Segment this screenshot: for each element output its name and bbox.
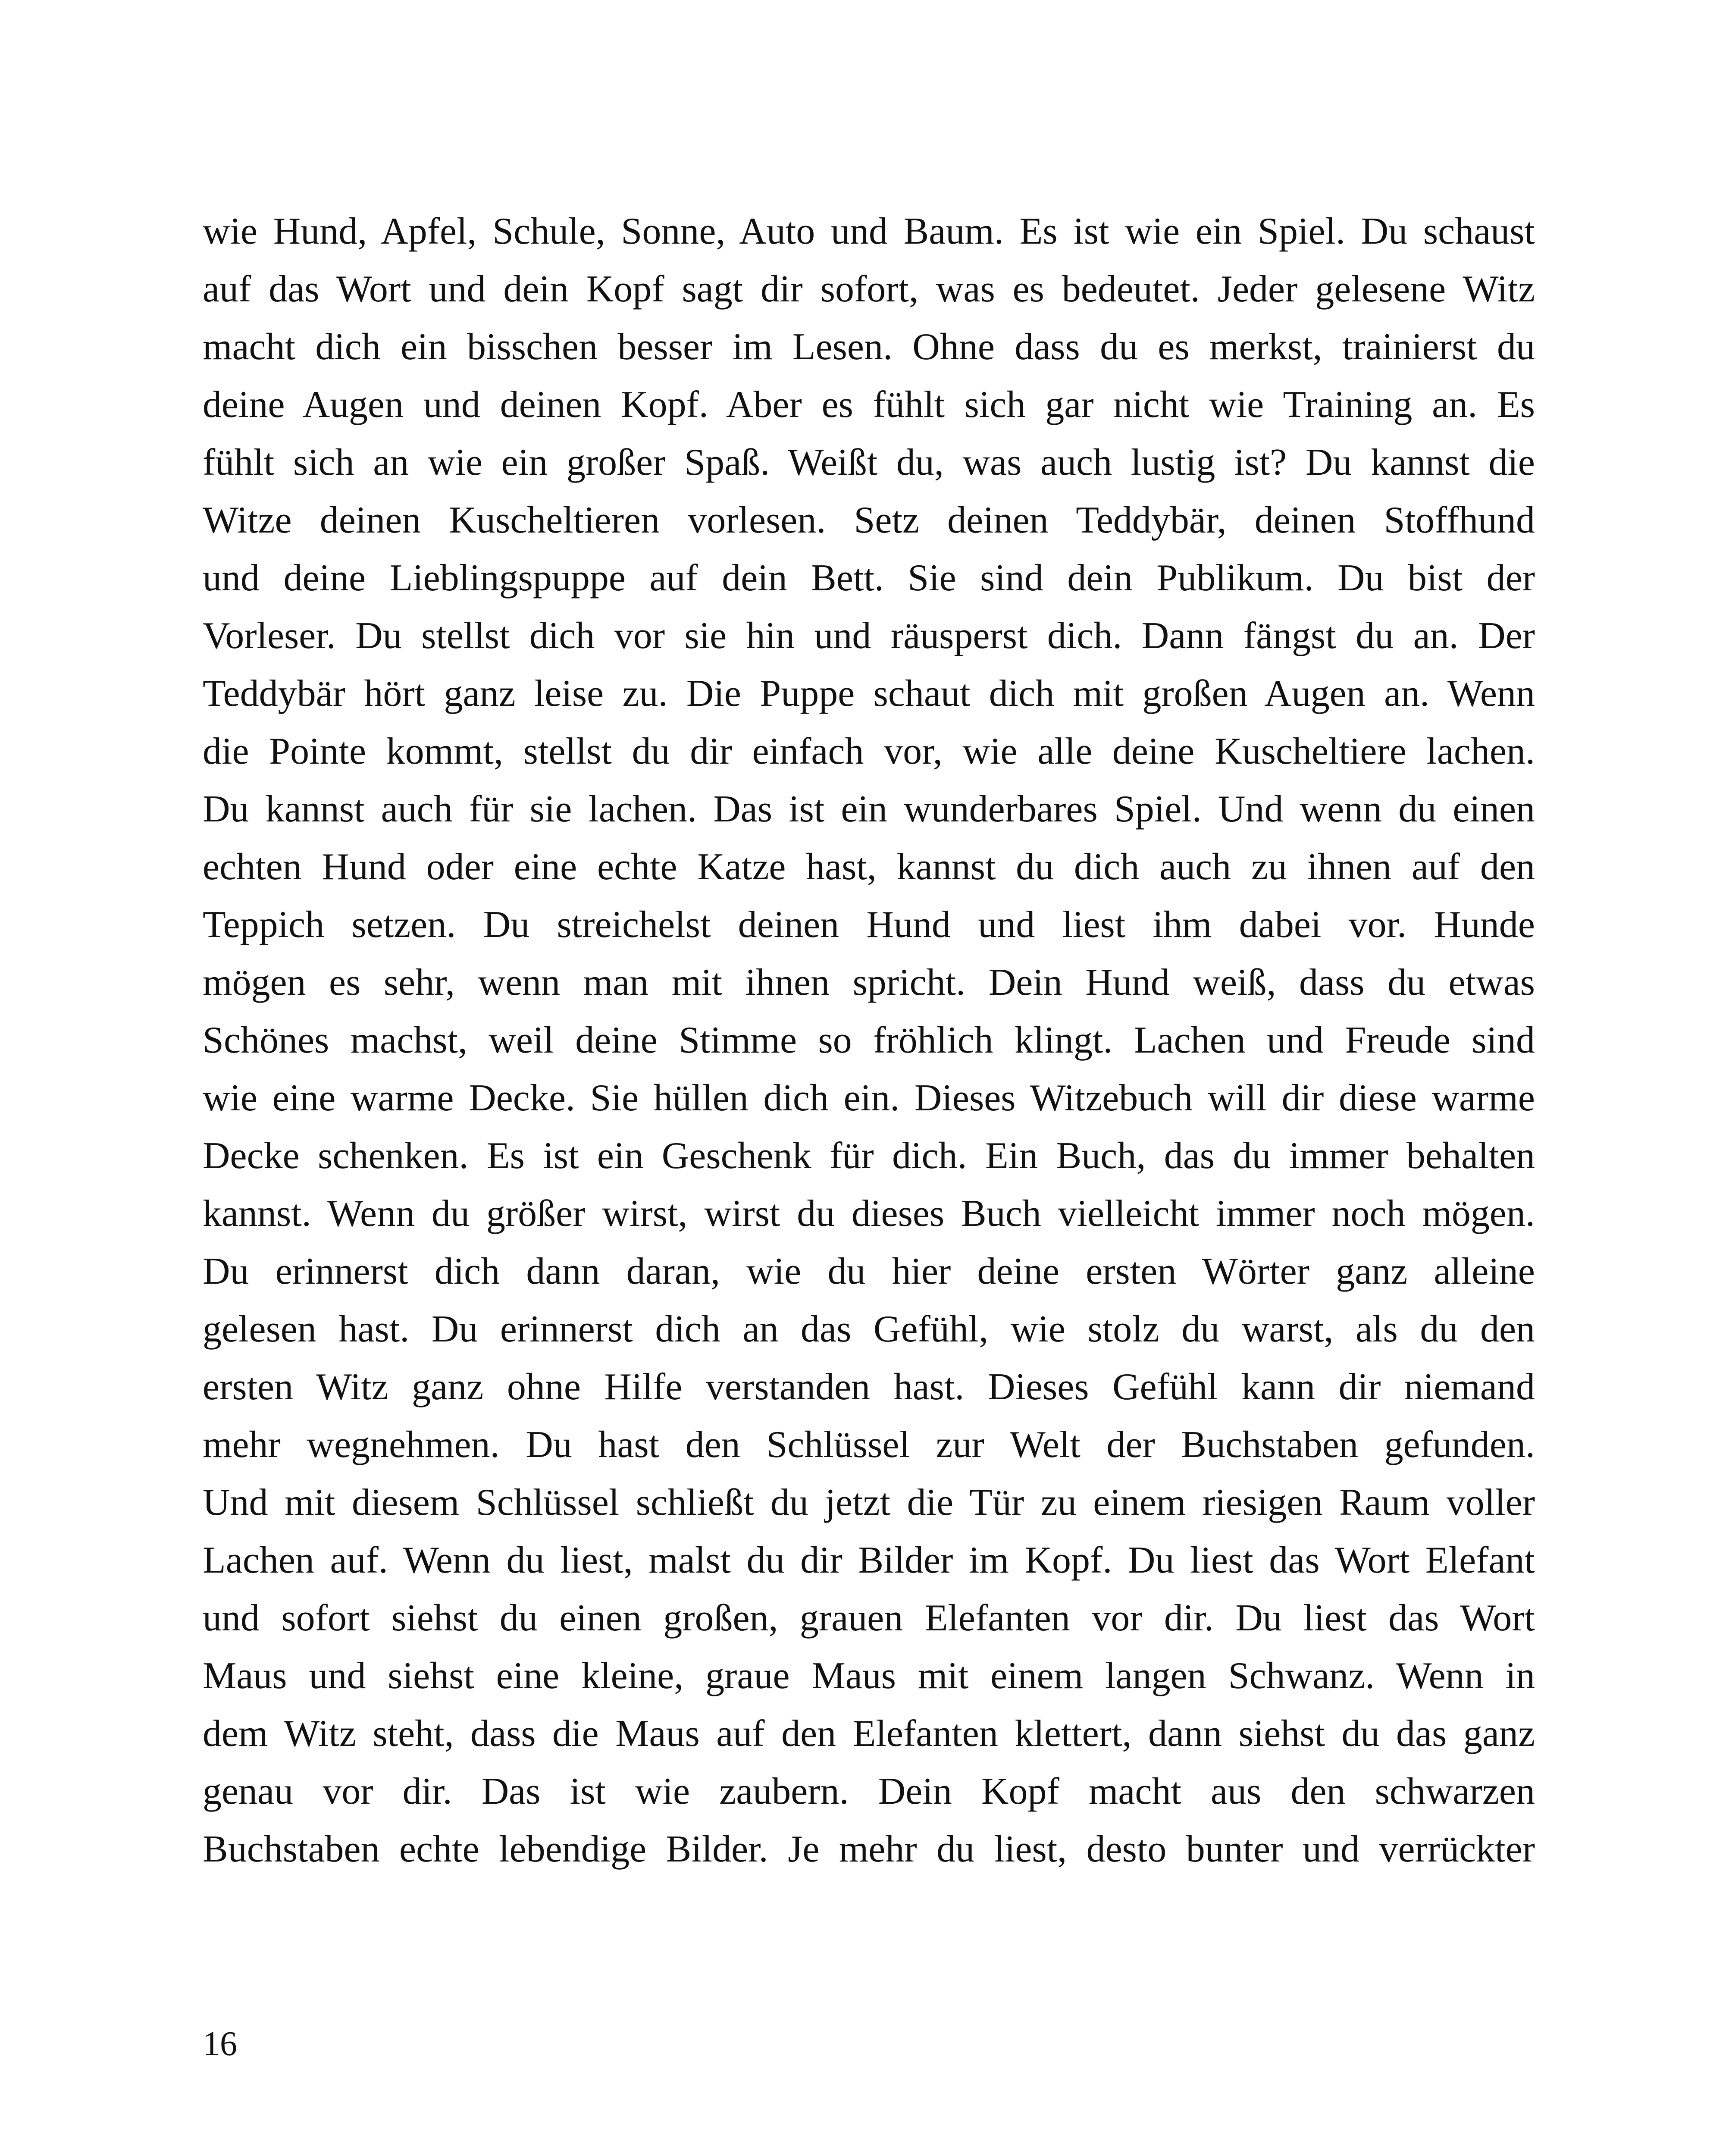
text-line: Buchstaben echte lebendige Bilder. Je mehr du liest, desto bunter und verrückter (203, 1828, 1535, 1870)
text-line: Teddybär hört ganz leise zu. Die Puppe schaut dich mit großen Augen an. Wenn (203, 673, 1535, 714)
text-line: Maus und siehst eine kleine, graue Maus mit einem langen Schwanz. Wenn in (203, 1655, 1535, 1697)
text-line: und deine Lieblingspuppe auf dein Bett. Sie sind dein Publikum. Du bist der (203, 557, 1535, 599)
text-line: Und mit diesem Schlüssel schließt du jetzt die Tür zu einem riesigen Raum voller (203, 1482, 1535, 1523)
text-line: Schönes machst, weil deine Stimme so fröhlich klingt. Lachen und Freude sind (203, 1019, 1535, 1061)
text-line: echten Hund oder eine echte Katze hast, kannst du dich auch zu ihnen auf den (203, 846, 1535, 888)
text-line: gelesen hast. Du erinnerst dich an das Gefühl, wie stolz du warst, als du den (203, 1308, 1535, 1350)
text-line: Lachen auf. Wenn du liest, malst du dir Bilder im Kopf. Du liest das Wort Elefant (203, 1539, 1535, 1581)
text-line: die Pointe kommt, stellst du dir einfach vor, wie alle deine Kuscheltiere lachen. (203, 730, 1535, 772)
text-line: kannst. Wenn du größer wirst, wirst du dieses Buch vielleicht immer noch mögen. (203, 1193, 1535, 1235)
text-line: ersten Witz ganz ohne Hilfe verstanden hast. Dieses Gefühl kann dir niemand (203, 1366, 1535, 1408)
text-line: Decke schenken. Es ist ein Geschenk für dich. Ein Buch, das du immer behalten (203, 1135, 1535, 1177)
text-line: wie Hund, Apfel, Schule, Sonne, Auto und Baum. Es ist wie ein Spiel. Du schaust (203, 210, 1535, 252)
text-line: fühlt sich an wie ein großer Spaß. Weißt du, was auch lustig ist? Du kannst die (203, 442, 1535, 483)
text-line: genau vor dir. Das ist wie zaubern. Dein Kopf macht aus den schwarzen (203, 1771, 1535, 1812)
text-line: mehr wegnehmen. Du hast den Schlüssel zur Welt der Buchstaben gefunden. (203, 1424, 1535, 1466)
text-line: Du kannst auch für sie lachen. Das ist ein wunderbares Spiel. Und wenn du einen (203, 788, 1535, 830)
text-line: dem Witz steht, dass die Maus auf den Elefanten klettert, dann siehst du das ganz (203, 1713, 1535, 1755)
text-line: mögen es sehr, wenn man mit ihnen spricht. Dein Hund weiß, dass du etwas (203, 962, 1535, 1003)
text-line: Du erinnerst dich dann daran, wie du hier deine ersten Wörter ganz alleine (203, 1250, 1535, 1292)
text-line: Teppich setzen. Du streichelst deinen Hund und liest ihm dabei vor. Hunde (203, 904, 1535, 946)
text-line: macht dich ein bisschen besser im Lesen. Ohne dass du es merkst, trainierst du (203, 326, 1535, 368)
text-line: Vorleser. Du stellst dich vor sie hin und räusperst dich. Dann fängst du an. Der (203, 615, 1535, 657)
body-text (203, 203, 1535, 1878)
text-line: und sofort siehst du einen großen, grauen Elefanten vor dir. Du liest das Wort (203, 1597, 1535, 1639)
page-number: 16 (203, 2025, 237, 2063)
text-line: Witze deinen Kuscheltieren vorlesen. Setz deinen Teddybär, deinen Stoffhund (203, 499, 1535, 541)
text-line: wie eine warme Decke. Sie hüllen dich ein. Dieses Witzebuch will dir diese warme (203, 1077, 1535, 1119)
text-line: deine Augen und deinen Kopf. Aber es fühlt sich gar nicht wie Training an. Es (203, 384, 1535, 426)
text-line: auf das Wort und dein Kopf sagt dir sofort, was es bedeutet. Jeder gelesene Witz (203, 268, 1535, 310)
